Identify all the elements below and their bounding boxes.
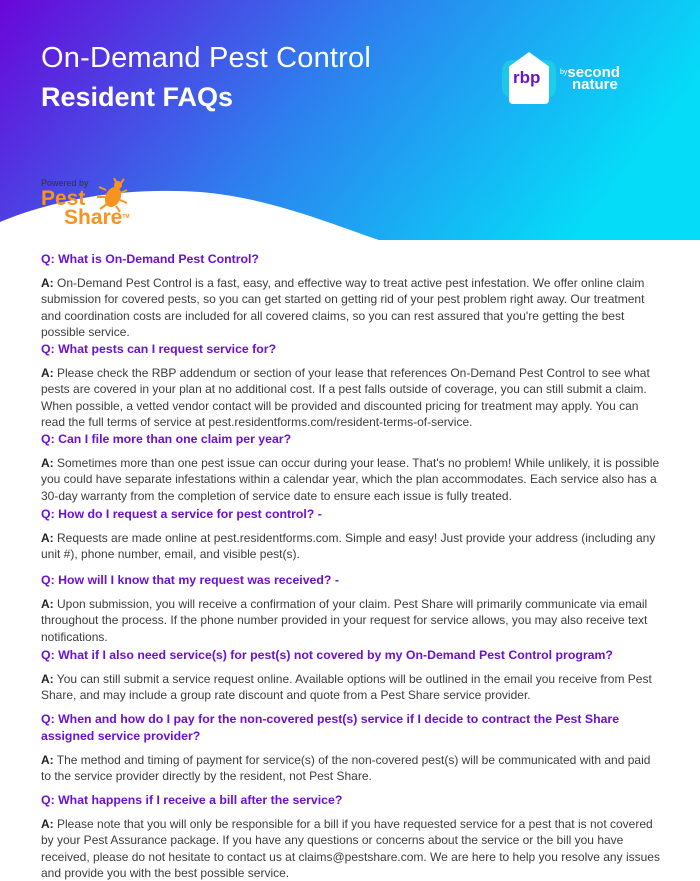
answer-label: A: [41,817,54,831]
faq-item [41,430,663,504]
answer-label: A: [41,597,54,611]
faq-question: Q: How do I request a service for pest control? - [41,507,322,521]
answer-label: A: [41,753,54,767]
answer-text: Requests are made online at pest.residentforms.com. Simple and easy! Just provide your address (including any unit #), phone number, email, and visible pest(s). [41,531,656,562]
faq-question: Q: Can I file more than one claim per year? [41,432,292,446]
answer-text: The method and timing of payment for service(s) of the non-covered pest(s) will be communicated with and paid to the service provider directly by the resident, not Pest Share. [41,753,651,784]
faq-item [41,646,663,704]
bug-icon [94,178,130,214]
answer-label: A: [41,276,54,290]
faq-question: Q: How will I know that my request was received? - [41,573,339,587]
page-title-line1: On-Demand Pest Control [41,42,371,74]
answer-label: A: [41,366,54,380]
answer-text: Sometimes more than one pest issue can occur during your lease. That's no problem! While unlikely, it is possible you could have separate infestations within a calendar year, which the plan accommodates. Each service also has a 30-day warranty from the completion of service date to ensure each issue is fully treated. [41,456,660,503]
faq-item [41,505,663,563]
second-nature-logo [560,64,620,93]
faq-answer [41,455,663,504]
faq-item [41,791,663,881]
page-title-line2: Resident FAQs [41,82,234,112]
pestshare-logo-line2: Share [64,206,123,229]
rbp-logo [505,52,555,102]
faq-answer [41,530,663,563]
faq-question: Q: What pests can I request service for? [41,342,277,356]
faq-question: Q: What happens if I receive a bill after the service? [41,793,343,807]
answer-text: You can still submit a service request online. Available options will be outlined in the email you receive from Pest Share, and may include a group rate discount and quote from a Pest Share service provider. [41,672,652,703]
pestshare-logo-line1: Pest [41,187,86,210]
second-text: second [567,64,620,81]
answer-label: A: [41,531,54,545]
rbp-logo-text: rbp [513,68,541,87]
faq-item [41,711,663,785]
faq-question: Q: What is On-Demand Pest Control? [41,252,259,266]
answer-text: Please note that you will only be responsible for a bill if you have requested service for a pest that is not covered by your Pest Assurance package. If you have any questions or concerns about the service or the bill you have received, please do not hesitate to contact us at claims@pestshare.com. We are here to help you resolve any issues and provide you with the best possible service. [41,817,660,880]
by-text: by [560,69,568,76]
answer-label: A: [41,456,54,470]
answer-label: A: [41,672,54,686]
faq-answer [41,275,663,340]
faq-item [41,340,663,430]
answer-text: Upon submission, you will receive a confirmation of your claim. Pest Share will primarily communicate via email throughout the process. If the phone number provided in your request for service allows, you may also receive text notifications. [41,597,648,644]
faq-answer [41,596,663,645]
faq-answer [41,816,663,881]
faq-answer [41,752,663,785]
answer-text: On-Demand Pest Control is a fast, easy, and effective way to treat active pest infestation. We offer online claim submission for covered pests, so you can get started on getting rid of your pest problem right away. Our treatment and coordination costs are included for all covered claims, so you can rest assured that you're getting the best possible service. [41,276,645,339]
faq-answer [41,671,663,704]
powered-by-label: Powered by [41,178,89,188]
faq-answer [41,365,663,430]
faq-item [41,571,663,645]
faq-item [41,250,663,340]
answer-text: Please check the RBP addendum or section of your lease that references On-Demand Pest Control to see what pests are covered in your plan at no additional cost. If a pest falls outside of coverage, you can still submit a claim. When possible, a vetted vendor contact will be provided and discounted pricing for treatment may apply. You can read the full terms of service at pest.residentforms.com/resident-terms-of-service. [41,366,650,429]
faq-question: Q: What if I also need service(s) for pest(s) not covered by my On-Demand Pest Control program? [41,648,613,662]
faq-question: Q: When and how do I pay for the non-covered pest(s) service if I decide to contract the Pest Share assigned service provider? [41,712,620,743]
trademark: TM [122,214,130,220]
nature-text: nature [572,76,618,93]
